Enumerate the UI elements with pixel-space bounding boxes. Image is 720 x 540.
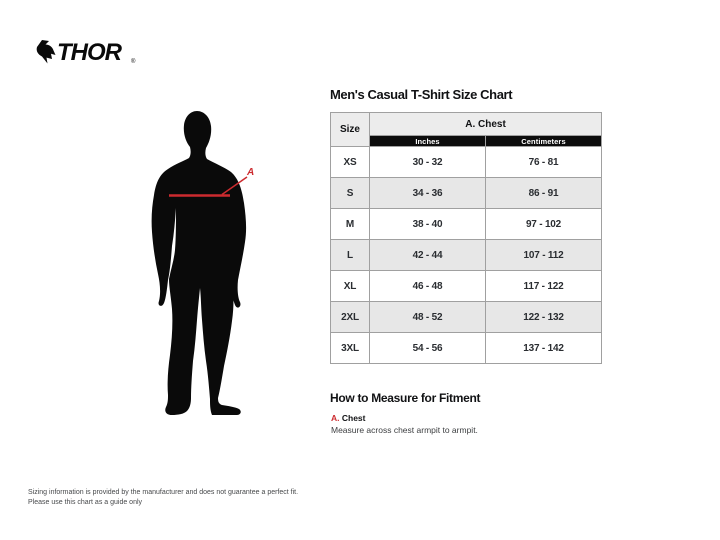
- centimeters-column-header: Centimeters: [486, 136, 602, 147]
- size-table: [330, 112, 602, 364]
- size-chart-title: Men's Casual T-Shirt Size Chart: [330, 87, 513, 102]
- table-row: [331, 302, 602, 333]
- table-row: [331, 271, 602, 302]
- table-row: [331, 209, 602, 240]
- centimeters-cell: 122 - 132: [486, 302, 602, 333]
- size-cell: M: [331, 209, 370, 240]
- size-column-header: Size: [331, 113, 370, 147]
- centimeters-cell: 117 - 122: [486, 271, 602, 302]
- table-header-row: [331, 113, 602, 136]
- inches-cell: 34 - 36: [370, 178, 486, 209]
- measure-guide-title: How to Measure for Fitment: [330, 391, 481, 405]
- table-row: [331, 178, 602, 209]
- measure-item-name: Chest: [341, 413, 366, 423]
- registered-mark: ®: [131, 59, 136, 65]
- table-row: [331, 240, 602, 271]
- centimeters-cell: 107 - 112: [486, 240, 602, 271]
- table-row: [331, 147, 602, 178]
- inches-cell: 48 - 52: [370, 302, 486, 333]
- inches-cell: 30 - 32: [370, 147, 486, 178]
- disclaimer-line-1: Sizing information is provided by the manufacturer and does not guarantee a perfect fit.: [28, 489, 299, 496]
- centimeters-cell: 97 - 102: [486, 209, 602, 240]
- chest-group-header: A. Chest: [370, 113, 602, 136]
- size-cell: XS: [331, 147, 370, 178]
- measure-item-key: A.: [331, 413, 340, 423]
- measure-item-chest: [331, 413, 366, 423]
- thor-logo: [34, 38, 144, 65]
- table-subheader-row: [331, 136, 602, 147]
- male-silhouette: [152, 111, 246, 415]
- measure-item-description: Measure across chest armpit to armpit.: [331, 425, 478, 435]
- size-table-body: [331, 147, 602, 364]
- chest-label-a: A: [247, 167, 255, 178]
- sizing-disclaimer: [28, 488, 298, 508]
- inches-cell: 46 - 48: [370, 271, 486, 302]
- size-cell: S: [331, 178, 370, 209]
- size-cell: 2XL: [331, 302, 370, 333]
- inches-column-header: Inches: [370, 136, 486, 147]
- size-cell: XL: [331, 271, 370, 302]
- table-row: [331, 333, 602, 364]
- inches-cell: 54 - 56: [370, 333, 486, 364]
- size-cell: 3XL: [331, 333, 370, 364]
- inches-cell: 38 - 40: [370, 209, 486, 240]
- thor-helmet-icon: [37, 40, 56, 64]
- inches-cell: 42 - 44: [370, 240, 486, 271]
- thor-wordmark: THOR: [57, 39, 121, 65]
- disclaimer-line-2: Please use this chart as a guide only: [28, 498, 143, 506]
- size-cell: L: [331, 240, 370, 271]
- centimeters-cell: 137 - 142: [486, 333, 602, 364]
- centimeters-cell: 76 - 81: [486, 147, 602, 178]
- centimeters-cell: 86 - 91: [486, 178, 602, 209]
- body-measurement-figure: [148, 111, 260, 421]
